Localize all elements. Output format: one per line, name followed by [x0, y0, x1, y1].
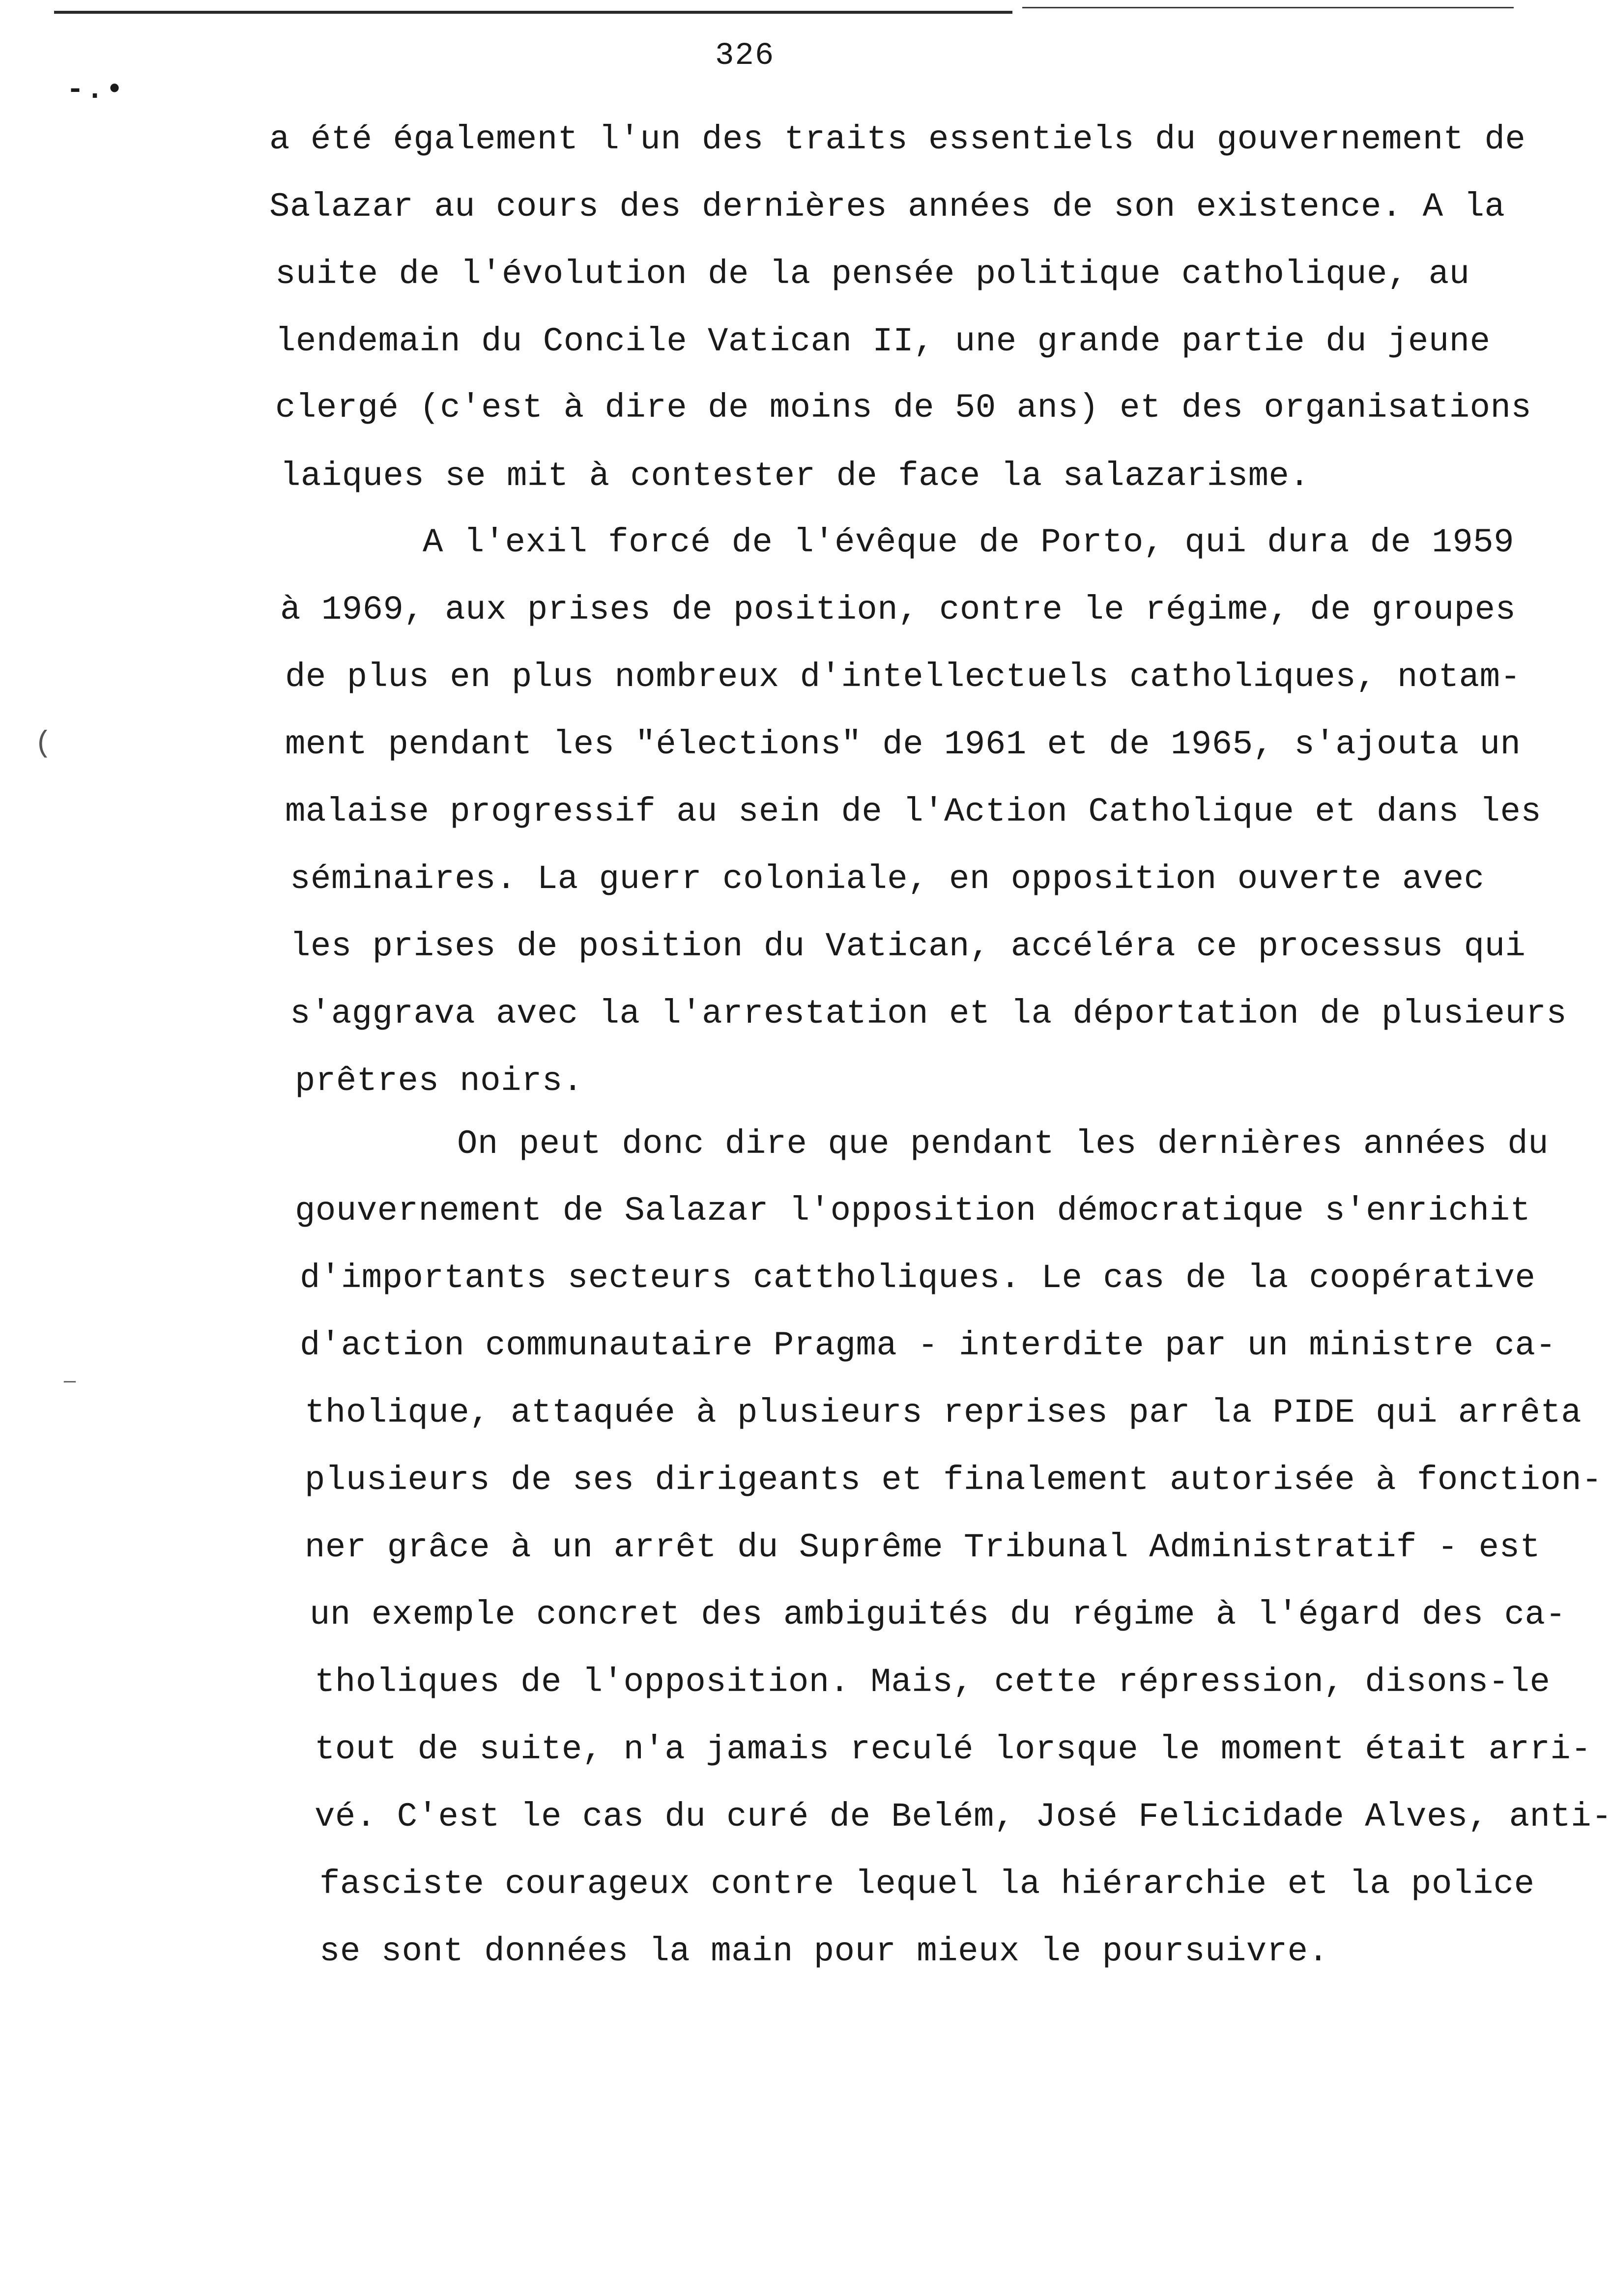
top-rule	[54, 11, 1012, 14]
body-line: On peut donc dire que pendant les dernières années du	[457, 1125, 1549, 1163]
body-line: prêtres noirs.	[295, 1062, 583, 1100]
body-line: vé. C'est le cas du curé de Belém, José Felicidade Alves, anti-	[315, 1798, 1612, 1836]
body-line: laiques se mit à contester de face la salazarisme.	[280, 457, 1310, 495]
body-line: suite de l'évolution de la pensée politique catholique, au	[275, 255, 1470, 293]
body-line: de plus en plus nombreux d'intellectuels catholiques, notam-	[285, 658, 1521, 696]
body-line: fasciste courageux contre lequel la hiérarchie et la police	[319, 1865, 1535, 1903]
body-line: clergé (c'est à dire de moins de 50 ans) et des organisations	[275, 389, 1532, 427]
body-line: lendemain du Concile Vatican II, une grande partie du jeune	[275, 322, 1491, 361]
body-line: à 1969, aux prises de position, contre le régime, de groupes	[280, 591, 1516, 629]
body-line: ner grâce à un arrêt du Suprême Tribunal Administratif - est	[305, 1528, 1541, 1567]
body-line: les prises de position du Vatican, accéléra ce processus qui	[290, 927, 1526, 966]
body-line: tholique, attaquée à plusieurs reprises par la PIDE qui arrêta	[305, 1394, 1582, 1432]
body-line: a été également l'un des traits essentiels du gouvernement de	[269, 120, 1526, 159]
margin-bracket-mark: (	[34, 727, 53, 761]
margin-dash-mark: —	[64, 1371, 76, 1393]
top-rule-secondary	[1022, 7, 1514, 8]
body-line: A l'exil forcé de l'évêque de Porto, qui dura de 1959	[423, 523, 1515, 562]
body-line: gouvernement de Salazar l'opposition démocratique s'enrichit	[295, 1192, 1531, 1230]
body-line: s'aggrava avec la l'arrestation et la déportation de plusieurs	[290, 995, 1567, 1033]
body-line: tholiques de l'opposition. Mais, cette répression, disons-le	[315, 1663, 1551, 1701]
body-line: ment pendant les "élections" de 1961 et de 1965, s'ajouta un	[285, 725, 1521, 764]
body-line: tout de suite, n'a jamais reculé lorsque le moment était arri-	[315, 1730, 1592, 1769]
body-line: d'action communautaire Pragma - interdite par un ministre ca-	[300, 1326, 1556, 1365]
body-line: malaise progressif au sein de l'Action Catholique et dans les	[285, 793, 1542, 831]
body-line: un exemple concret des ambiguités du régime à l'égard des ca-	[310, 1596, 1566, 1634]
body-line: se sont données la main pour mieux le poursuivre.	[319, 1932, 1329, 1971]
body-line: plusieurs de ses dirigeants et finalement autorisée à fonction-	[305, 1461, 1603, 1499]
body-line: d'importants secteurs cattholiques. Le cas de la coopérative	[300, 1259, 1536, 1297]
corner-mark: -.•	[66, 74, 126, 107]
page-number: 326	[715, 38, 775, 74]
body-line: Salazar au cours des dernières années de son existence. A la	[269, 188, 1505, 226]
body-line: séminaires. La guerr coloniale, en opposition ouverte avec	[290, 860, 1485, 898]
